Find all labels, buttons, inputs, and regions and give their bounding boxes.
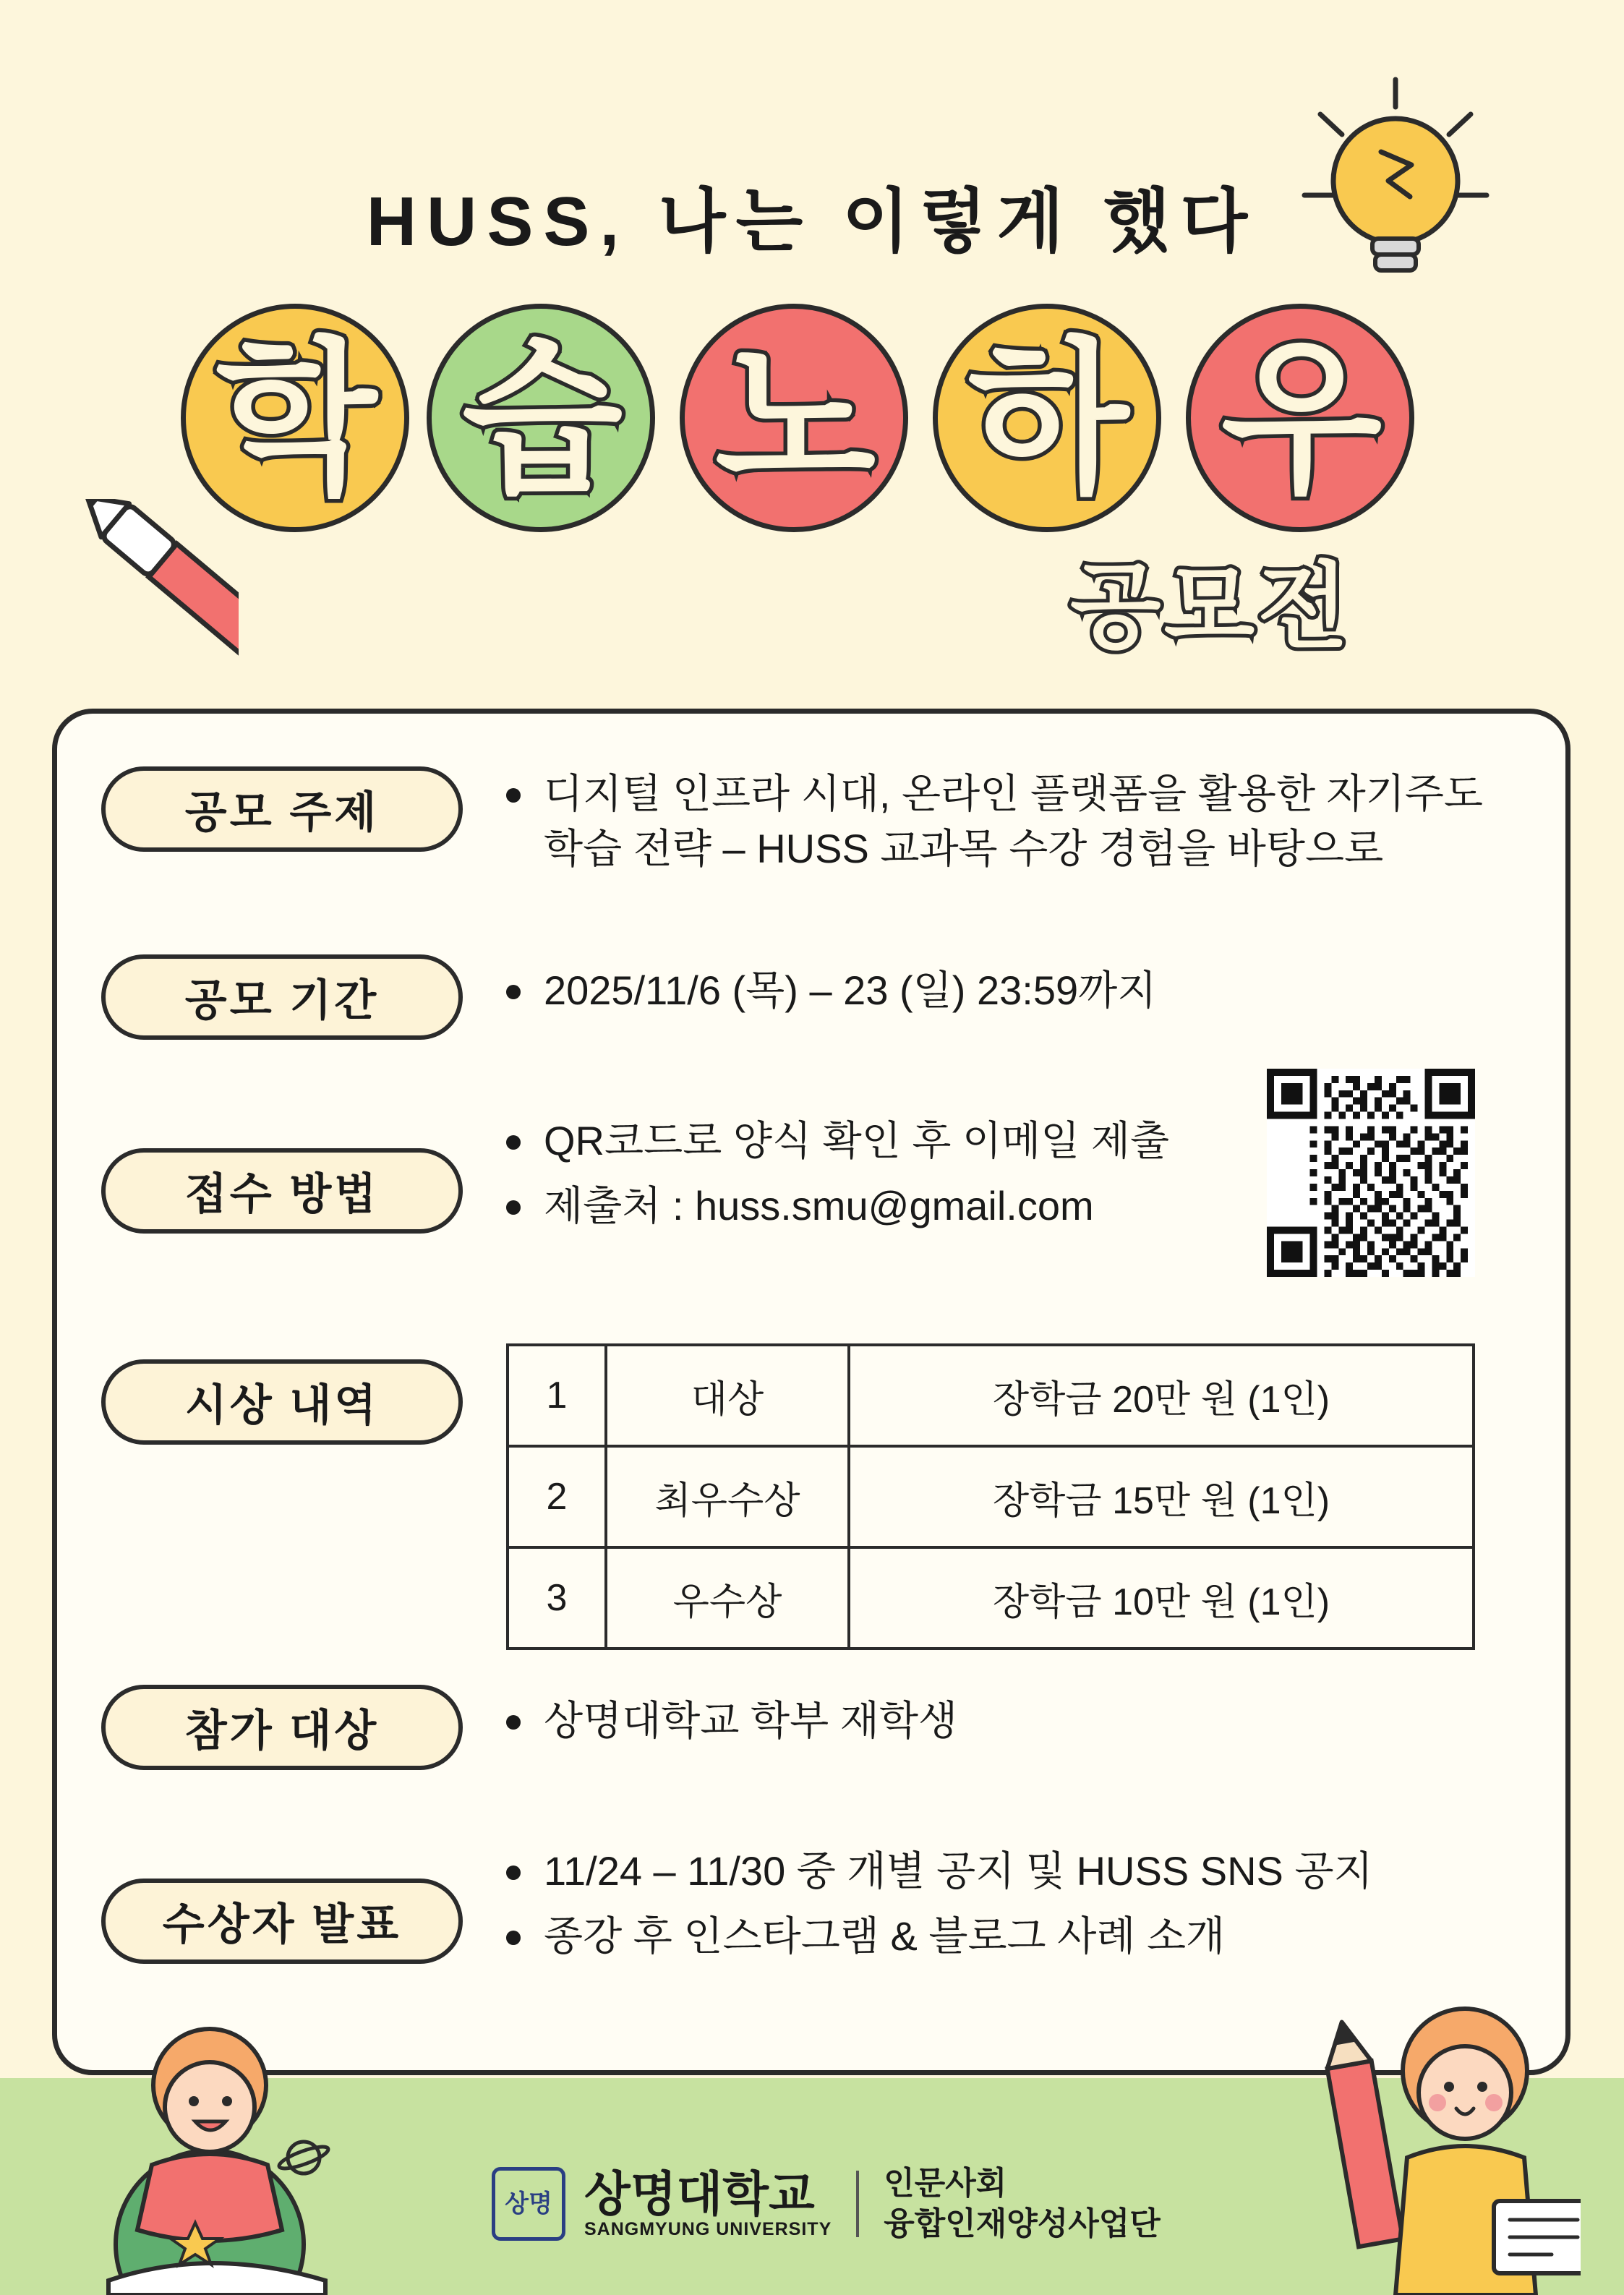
- university-name-en: SANGMYUNG UNIVERSITY: [584, 2218, 832, 2239]
- prize-table: [506, 1343, 1475, 1650]
- section-body-period: [499, 963, 1511, 1028]
- logo-divider: [856, 2171, 859, 2237]
- prize-rank: 2: [508, 1446, 606, 1547]
- section-label-period: 공모 기간: [101, 954, 463, 1040]
- prize-rank: 3: [508, 1547, 606, 1649]
- title-char-1: 학: [215, 326, 377, 512]
- university-name-block: [584, 2168, 832, 2240]
- bullet-item: 2025/11/6 (목) – 23 (일) 23:59까지: [499, 963, 1511, 1018]
- table-row: [508, 1547, 1474, 1649]
- lightbulb-icon: [1294, 72, 1497, 282]
- department-line1: 인문사회: [884, 2166, 1007, 2201]
- section-body-topic: [499, 766, 1511, 886]
- table-row: [508, 1446, 1474, 1547]
- pencil-icon: [22, 499, 239, 709]
- footer-logo: [492, 2163, 1161, 2244]
- prize-name: 최우수상: [606, 1446, 849, 1547]
- page-title: HUSS, 나는 이렇게 했다: [366, 183, 1258, 260]
- section-body-announcement: [499, 1844, 1511, 1974]
- section-label-topic: 공모 주제: [101, 766, 463, 852]
- prize-name: 우수상: [606, 1547, 849, 1649]
- table-row: [508, 1345, 1474, 1446]
- bullet-item: 제출처 : huss.smu@gmail.com: [499, 1179, 1511, 1234]
- page-subtitle: 공모전: [1070, 554, 1351, 659]
- child-reading-illustration: [65, 2006, 369, 2295]
- section-label-announcement: 수상자 발표: [101, 1879, 463, 1964]
- prize-rank: 1: [508, 1345, 606, 1446]
- bullet-item: 디지털 인프라 시대, 온라인 플랫폼을 활용한 자기주도 학습 전략 – HUSS 교과목 수강 경험을 바탕으로: [499, 766, 1511, 876]
- bullet-item: QR코드로 양식 확인 후 이메일 제출: [499, 1114, 1511, 1168]
- prize-amount: 장학금 10만 원 (1인): [849, 1547, 1474, 1649]
- bullet-item: 종강 후 인스타그램 & 블로그 사례 소개: [499, 1909, 1511, 1964]
- title-char-4: 하: [967, 326, 1129, 512]
- department-line2: 융합인재양성사업단: [884, 2206, 1161, 2241]
- section-label-submission: 접수 방법: [101, 1148, 463, 1234]
- university-name-ko: 상명대학교: [584, 2166, 815, 2221]
- title-char-5: 우: [1221, 326, 1382, 512]
- prize-amount: 장학금 20만 원 (1인): [849, 1345, 1474, 1446]
- child-with-pencil-illustration: [1241, 1984, 1581, 2295]
- department-block: [884, 2163, 1161, 2244]
- emblem-top: 상명: [505, 2190, 552, 2218]
- section-label-prizes: 시상 내역: [101, 1359, 463, 1445]
- prize-name: 대상: [606, 1345, 849, 1446]
- section-label-eligibility: 참가 대상: [101, 1685, 463, 1770]
- prize-amount: 장학금 15만 원 (1인): [849, 1446, 1474, 1547]
- sangmyung-emblem-icon: [492, 2167, 565, 2241]
- section-body-eligibility: [499, 1693, 1511, 1758]
- title-char-2: 습: [461, 326, 623, 512]
- title-char-3: 노: [714, 326, 876, 512]
- bullet-item: 11/24 – 11/30 중 개별 공지 및 HUSS SNS 공지: [499, 1844, 1511, 1899]
- qr-code-icon[interactable]: [1267, 1069, 1475, 1277]
- bullet-item: 상명대학교 학부 재학생: [499, 1693, 1511, 1748]
